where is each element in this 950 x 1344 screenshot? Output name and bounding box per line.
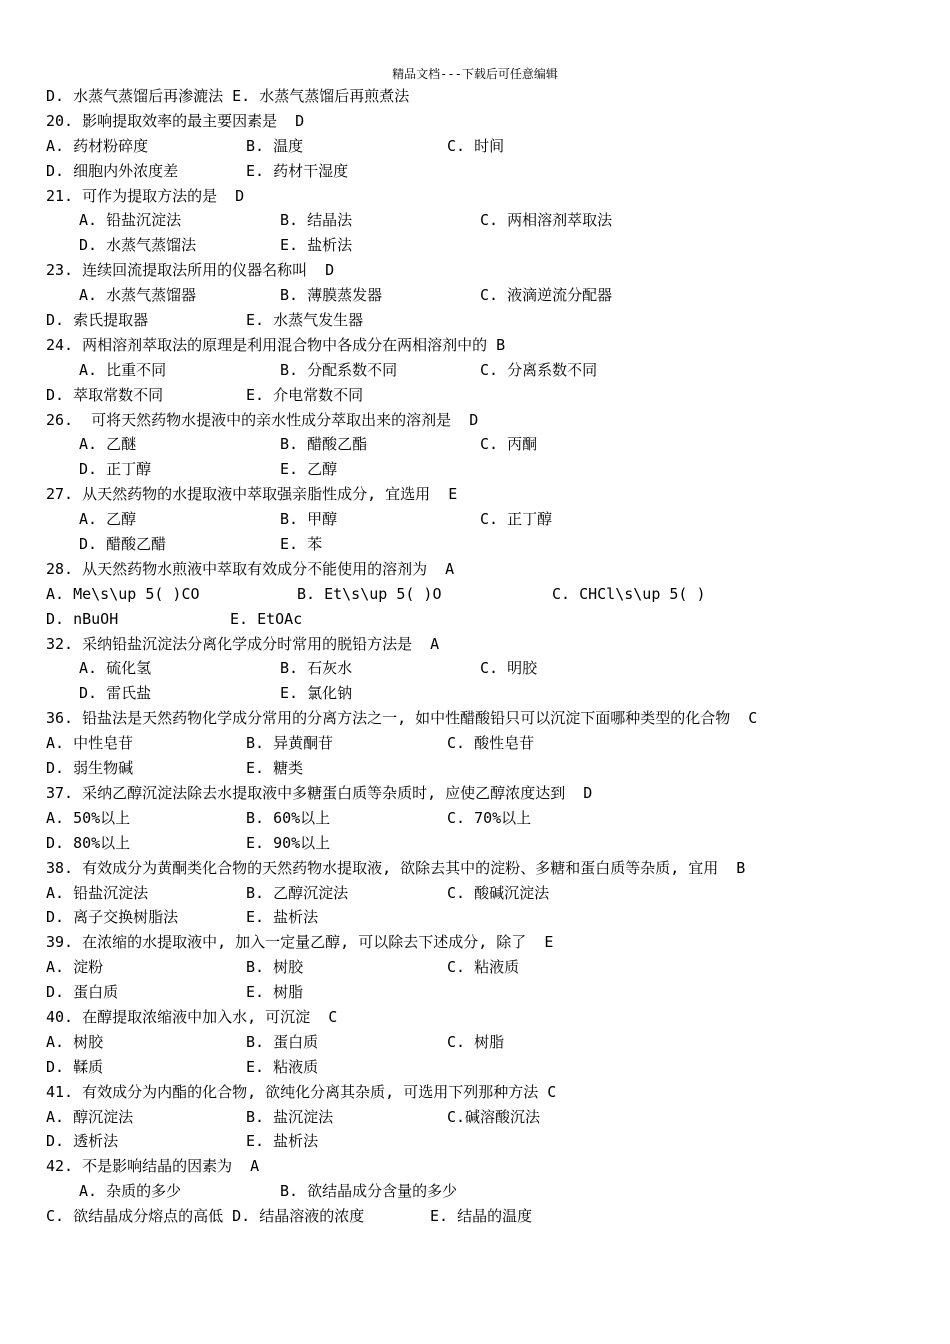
text-line [0,731,950,756]
line-segment: E. 粘液质 [246,1057,319,1076]
line-segment: 41. 有效成分为内酯的化合物, 欲纯化分离其杂质, 可选用下列那种方法 C [46,1082,557,1101]
line-segment: B. 薄膜蒸发器 [280,286,383,305]
line-segment: C. 酸碱沉淀法 [447,883,550,902]
text-line [0,383,950,408]
line-segment: D. 透析法 [46,1132,119,1151]
line-segment: D. 离子交换树脂法 [46,908,179,927]
text-line [0,408,950,433]
text-line [0,1154,950,1179]
line-segment: E. 乙醇 [280,460,338,479]
text-line [0,432,950,457]
line-segment: 36. 铅盐法是天然药物化学成分常用的分离方法之一, 如中性醋酸铅只可以沉淀下面哪种类型的化合物 C [46,709,758,728]
line-segment: B. Et\s\up 5( )O [297,584,442,603]
line-segment: B. 欲结晶成分含量的多少 [280,1182,458,1201]
line-segment: E. 水蒸气发生器 [246,311,364,330]
text-line [0,607,950,632]
line-segment: B. 石灰水 [280,659,353,678]
text-line [0,1030,950,1055]
line-segment: E. 盐析法 [246,908,319,927]
line-segment: C. 70%以上 [447,808,532,827]
text-line [0,856,950,881]
line-segment: E. 氯化钠 [280,684,353,703]
text-line [0,109,950,134]
text-line [0,756,950,781]
question-list [0,84,950,1229]
text-line [0,233,950,258]
line-segment: D. 水蒸气蒸馏法 [79,236,197,255]
line-segment: 40. 在醇提取浓缩液中加入水, 可沉淀 C [46,1007,338,1026]
line-segment: A. 铅盐沉淀法 [46,883,149,902]
text-line [0,507,950,532]
line-segment: D. 水蒸气蒸馏后再渗漉法 E. 水蒸气蒸馏后再煎煮法 [46,87,410,105]
text-line [0,806,950,831]
line-segment: C. 丙酮 [480,435,538,454]
line-segment: E. 树脂 [246,983,304,1002]
line-segment: 38. 有效成分为黄酮类化合物的天然药物水提取液, 欲除去其中的淀粉、多糖和蛋白质等杂质, 宜用 B [46,858,746,877]
text-line [0,781,950,806]
text-line [0,208,950,233]
line-segment: C. 分离系数不同 [480,360,598,379]
line-segment: 32. 采纳铅盐沉淀法分离化学成分时常用的脱铅方法是 A [46,634,440,653]
line-segment: B. 乙醇沉淀法 [246,883,349,902]
line-segment: 26. 可将天然药物水提液中的亲水性成分萃取出来的溶剂是 D [46,410,479,429]
line-segment: 20. 影响提取效率的最主要因素是 D [46,111,305,130]
text-line [0,333,950,358]
page-header: 精品文档---下载后可任意编辑 [392,67,558,81]
line-segment: D. 弱生物碱 [46,759,134,778]
line-segment: 28. 从天然药物水煎液中萃取有效成分不能使用的溶剂为 A [46,559,455,578]
line-segment: D. 索氏提取器 [46,311,149,330]
text-line [0,656,950,681]
line-segment: 23. 连续回流提取法所用的仪器名称叫 D [46,261,335,280]
line-segment: A. 醇沉淀法 [46,1107,134,1126]
line-segment: A. 药材粉碎度 [46,136,149,155]
text-line [0,134,950,159]
line-segment: 42. 不是影响结晶的因素为 A [46,1157,260,1176]
line-segment: C. 酸性皂苷 [447,734,535,753]
line-segment: B. 分配系数不同 [280,360,398,379]
line-segment: 37. 采纳乙醇沉淀法除去水提取液中多糖蛋白质等杂质时, 应使乙醇浓度达到 D [46,783,593,802]
line-segment: E. 90%以上 [246,833,331,852]
text-line [0,1179,950,1204]
line-segment: B. 醋酸乙酯 [280,435,368,454]
text-line [0,632,950,657]
line-segment: E. 介电常数不同 [246,385,364,404]
line-segment: C. 粘液质 [447,958,520,977]
text-line [0,930,950,955]
line-segment: 24. 两相溶剂萃取法的原理是利用混合物中各成分在两相溶剂中的 B [46,335,506,354]
line-segment: D. 细胞内外浓度差 [46,161,179,180]
text-line [0,84,950,109]
text-line [0,905,950,930]
line-segment: 27. 从天然药物的水提取液中萃取强亲脂性成分, 宜选用 E [46,485,458,504]
line-segment: D. 鞣质 [46,1057,104,1076]
text-line [0,881,950,906]
line-segment: C.碱溶酸沉法 [447,1107,541,1126]
text-line [0,308,950,333]
line-segment: B. 结晶法 [280,211,353,230]
line-segment: A. 硫化氢 [79,659,152,678]
line-segment: A. 乙醇 [79,510,137,529]
line-segment: C. 树脂 [447,1032,505,1051]
line-segment: D. 蛋白质 [46,983,119,1002]
line-segment: E. 药材干湿度 [246,161,349,180]
line-segment: D. 醋酸乙醋 [79,535,167,554]
text-line [0,532,950,557]
line-segment: D. 正丁醇 [79,460,152,479]
line-segment: E. 盐析法 [280,236,353,255]
line-segment: A. 50%以上 [46,808,131,827]
line-segment: A. 树胶 [46,1032,104,1051]
line-segment: A. 乙醚 [79,435,137,454]
line-segment: A. Me\s\up 5( )CO [46,584,200,603]
line-segment: C. 正丁醇 [480,510,553,529]
text-line [0,1055,950,1080]
line-segment: B. 蛋白质 [246,1032,319,1051]
line-segment: A. 水蒸气蒸馏器 [79,286,197,305]
text-line [0,358,950,383]
line-segment: A. 比重不同 [79,360,167,379]
line-segment: B. 树胶 [246,958,304,977]
text-line [0,1204,950,1229]
line-segment: E. 结晶的温度 [430,1207,533,1226]
line-segment: B. 异黄酮苷 [246,734,334,753]
line-segment: A. 铅盐沉淀法 [79,211,182,230]
line-segment: D. nBuOH [46,609,119,628]
line-segment: D. 雷氏盐 [79,684,152,703]
line-segment: C. 两相溶剂萃取法 [480,211,613,230]
line-segment: E. 苯 [280,535,323,554]
line-segment: E. 盐析法 [246,1132,319,1151]
text-line [0,955,950,980]
line-segment: E. EtOAc [230,609,303,628]
text-line [0,1105,950,1130]
text-line [0,1129,950,1154]
line-segment: 21. 可作为提取方法的是 D [46,186,245,205]
line-segment: C. 明胶 [480,659,538,678]
line-segment: C. 液滴逆流分配器 [480,286,613,305]
line-segment: 39. 在浓缩的水提取液中, 加入一定量乙醇, 可以除去下述成分, 除了 E [46,933,554,952]
text-line [0,582,950,607]
line-segment: B. 甲醇 [280,510,338,529]
text-line [0,1080,950,1105]
line-segment: C. 时间 [447,136,505,155]
line-segment: A. 杂质的多少 [79,1182,182,1201]
text-line [0,706,950,731]
text-line [0,184,950,209]
line-segment: B. 盐沉淀法 [246,1107,334,1126]
line-segment: E. 糖类 [246,759,304,778]
text-line [0,258,950,283]
line-segment: A. 中性皂苷 [46,734,134,753]
line-segment: A. 淀粉 [46,958,104,977]
text-line [0,482,950,507]
text-line [0,557,950,582]
text-line [0,831,950,856]
line-segment: D. 80%以上 [46,833,131,852]
text-line [0,681,950,706]
text-line [0,980,950,1005]
text-line [0,159,950,184]
line-segment: D. 萃取常数不同 [46,385,164,404]
line-segment: B. 60%以上 [246,808,331,827]
text-line [0,283,950,308]
text-line [0,1005,950,1030]
line-segment: B. 温度 [246,136,304,155]
text-line [0,457,950,482]
line-segment: C. 欲结晶成分熔点的高低 D. 结晶溶液的浓度 [46,1207,365,1226]
line-segment: C. CHCl\s\up 5( ) [552,584,706,603]
